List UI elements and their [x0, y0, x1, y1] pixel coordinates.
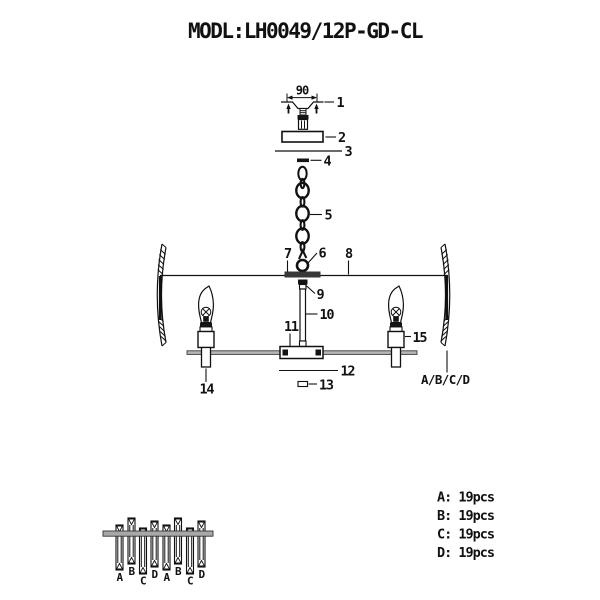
part-label-8: 8 [345, 246, 352, 262]
side-panel-left [157, 244, 166, 346]
candle-right [388, 286, 404, 367]
pendant-label: D [198, 568, 205, 581]
pendant-label: B [128, 565, 135, 578]
bulb-base [203, 317, 209, 322]
center-nut [298, 280, 308, 285]
mounting-screw-right [314, 104, 318, 110]
tube-coupling-bottom [300, 341, 307, 347]
s-hook [299, 251, 306, 260]
candle-sleeve [388, 332, 404, 348]
part-label-15: 15 [412, 330, 427, 346]
chain-link [296, 206, 308, 221]
tube-coupling-top [300, 285, 307, 290]
part-label-5: 5 [324, 207, 332, 224]
hub-setscrew-left [283, 350, 289, 356]
part-label-3: 3 [344, 144, 352, 160]
part-label-9: 9 [316, 287, 324, 303]
part-label-2: 2 [338, 130, 345, 146]
pendant-label: B [174, 565, 182, 578]
pendant-strip [103, 518, 213, 588]
parts-count-line: C: 19pcs [437, 526, 495, 543]
candle-stem [392, 348, 401, 368]
pendant-label: C [186, 574, 194, 588]
panel-inner-edge [441, 248, 446, 343]
chain [296, 167, 308, 259]
part-label-7: 7 [284, 246, 291, 262]
pendant-label: A [163, 571, 170, 584]
candle-sleeve [198, 332, 214, 348]
chain-link [296, 183, 308, 198]
model-title: MODL:LH0049/12P-GD-CL [187, 19, 423, 43]
pendant-b [128, 518, 135, 564]
dimension-label: 90 [295, 83, 309, 98]
part-label-4: 4 [323, 153, 331, 170]
pendant-bar [103, 531, 213, 536]
mounting-screw-left [286, 104, 290, 110]
threaded-nipple [298, 109, 309, 130]
bulb-base [393, 317, 399, 322]
part-label-14: 14 [199, 381, 214, 398]
locking-nut [297, 159, 309, 163]
socket-band [200, 323, 212, 327]
candle-stem [202, 348, 211, 368]
side-panel-right [441, 244, 450, 346]
connector-block [298, 382, 308, 387]
pendant-label: A [116, 571, 123, 584]
ceiling-bracket [281, 102, 324, 129]
parts-count-list [437, 490, 495, 562]
part-label-12: 12 [340, 363, 355, 380]
socket-band [390, 323, 402, 327]
dimension-90 [287, 84, 317, 103]
pendant-d [151, 521, 158, 567]
rod-bracket-plate [285, 272, 321, 278]
callout-leaders [206, 102, 447, 384]
part-label-6: 6 [318, 245, 326, 262]
parts-count-line: B: 19pcs [437, 508, 495, 524]
hanging-loop [297, 260, 308, 271]
dimension-arrow-left [287, 96, 293, 100]
part-label-10: 10 [319, 307, 334, 323]
parts-count-line: A: 19pcs [437, 489, 495, 506]
leader-9 [306, 285, 316, 294]
pendant-b [175, 518, 182, 564]
center-tube [300, 289, 306, 341]
center-hub [280, 347, 323, 359]
panel-variant-label: A/B/C/D [421, 372, 470, 387]
leader-6 [308, 253, 317, 263]
part-label-1: 1 [336, 95, 344, 111]
pendant-label: C [139, 574, 147, 588]
part-label-13: 13 [319, 377, 333, 394]
dimension-arrow-right [312, 96, 318, 100]
pendant-label: D [151, 568, 158, 581]
parts-count-line: D: 19pcs [437, 545, 495, 561]
candle-left [198, 286, 214, 367]
canopy [282, 132, 323, 143]
panel-inner-edge [162, 248, 167, 343]
hub-setscrew-right [316, 350, 322, 356]
part-label-11: 11 [284, 319, 298, 335]
pendant-d [198, 521, 205, 567]
